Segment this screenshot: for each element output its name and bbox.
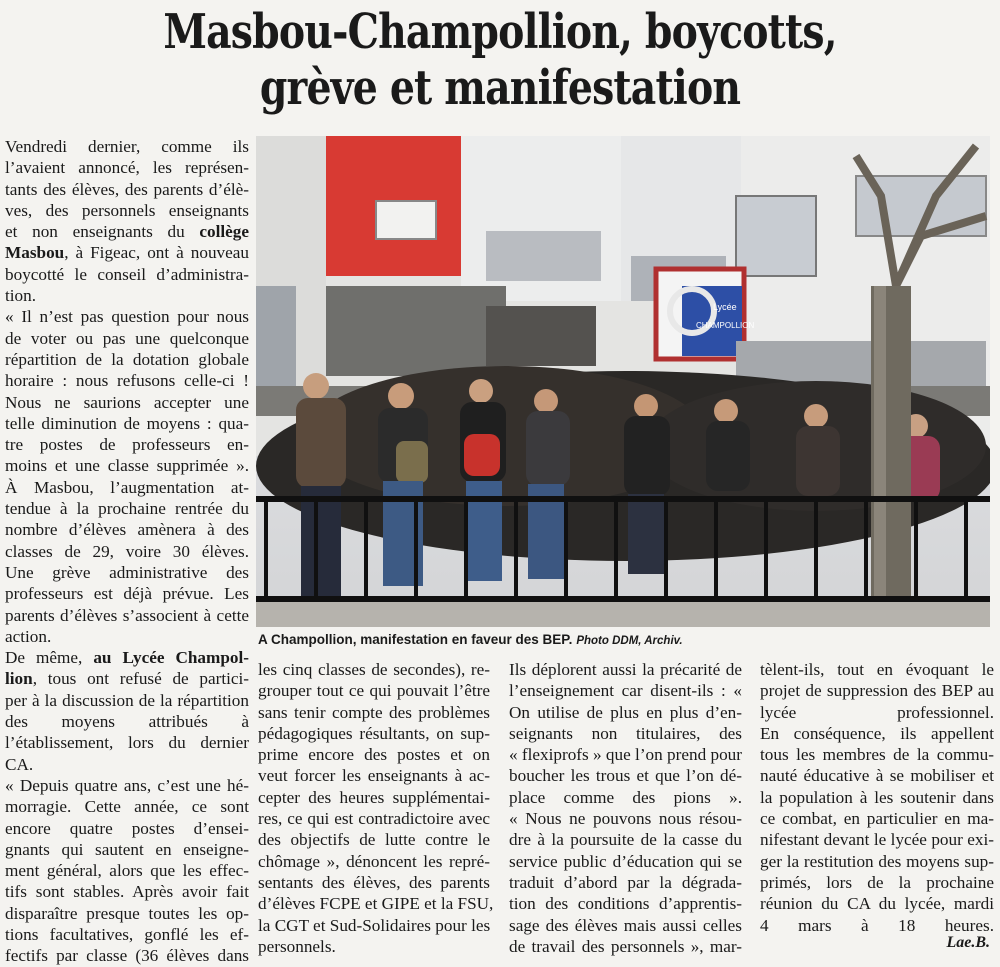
caption-text: A Champollion, manifestation en faveur des BEP. — [258, 632, 573, 647]
paragraph: les cinq classes de secondes), re- grouper tout ce qui pouvait l’être sans tenir compte des problèmes pédagogiques résultants, on sup- prime encore des postes et on veut forcer les enseignants à ac- cepter des heures supplémentai- res, ce qui est contradictoire avec des objectifs de lutte contre le chômage », dénoncent les repré- sentants des élèves, des parents d’élèves FCPE et GIPE et la FSU, la CGT et Sud-Solidaires pour les personnels. — [258, 660, 494, 956]
paragraph: À Masbou, l’augmentation at- tendue à la prochaine rentrée du nombre d’élèves amènera à des classes de 29, voire 30 élèves. — [5, 477, 249, 561]
paragraph: tèlent-ils, tout en évoquant le projet de suppression des BEP au lycée professionnel. — [760, 660, 994, 722]
author-signature: Lae.B. — [946, 934, 990, 951]
paragraph: De même, au Lycée Champol- lion, tous ont refusé de partici- per à la discussion de la répartition des moyens attribués à l’établissement, lors du dernier CA. — [5, 648, 249, 774]
paragraph: Une grève administrative des professeurs est déjà prévue. Les parents d’élèves s’associent à cette action. — [5, 562, 249, 646]
paragraph: En conséquence, ils appellent tous les membres de la commu- nauté éducative à se mobiliser et la population à les soutenir dans ce combat, en particulier en ma- nifestant devant le lycée pour exi- ger la restitution des moyens sup- primés, lors de la prochaine réunion du CA du lycée, mardi 4 mars à 18 heures. — [760, 723, 994, 935]
bold-masbou: Masbou — [5, 243, 65, 263]
column-3 — [509, 659, 742, 957]
photo-credit: Photo DDM, Archiv. — [576, 635, 683, 647]
headline-line-1: Masbou-Champollion, boycotts, — [163, 4, 837, 60]
paragraph: « Depuis quatre ans, c’est une hé- morragie. Cette année, ce sont encore quatre postes d’ensei- gnants qui sautent en enseigne- ment général, alors que les effec- tifs sont stables. Après avoir fait disparaître presque toutes les op- tions facultatives, gonflé les ef- fectifs par classe (36 élèves dans — [5, 775, 249, 966]
column-4 — [760, 659, 994, 936]
paragraph: Ils déplorent aussi la précarité de l’enseignement car disent-ils : « On utilise de plus en plus d’en- seignants non titulaires, des « flexiprofs » que l’on prend pour boucher les trous et que l’on dé- place comme des pions ». — [509, 660, 742, 807]
bold-college: collège — [199, 222, 249, 242]
photo-caption — [258, 632, 992, 647]
sign-text-2: CHAMPOLLION — [696, 321, 755, 330]
column-2 — [258, 659, 494, 957]
paragraph: « Il n’est pas question pour nous de voter ou pas une quelconque répartition de la dotation globale horaire : nous refusons celle-ci ! Nous ne saurions accepter une telle diminution de moyens : qua- tre postes de professeurs en- moins et une classe supprimée ». — [5, 307, 249, 476]
news-photo — [256, 136, 990, 627]
bold-lycee-champollion: au Lycée Champol- — [93, 648, 249, 668]
sign-text: Lycée — [713, 302, 737, 312]
column-1 — [5, 136, 249, 967]
headline — [90, 4, 910, 116]
paragraph: « Nous ne pouvons nous résou- dre à la poursuite de la casse du service public d’éducation qui se traduit d’abord par la dégrada- tion des conditions d’apprentis- sage des élèves mais aussi celles de travail des personnels », mar- — [509, 809, 742, 956]
headline-line-2: grève et manifestation — [259, 60, 741, 116]
paragraph: Vendredi dernier, comme ils l’avaient annoncé, les représen- tants des élèves, des parents d’élè- ves, des personnels enseignants et non enseignants du collège Masbou, à Figeac, ont à nouveau boycotté le conseil d’administra- tion. — [5, 137, 249, 306]
